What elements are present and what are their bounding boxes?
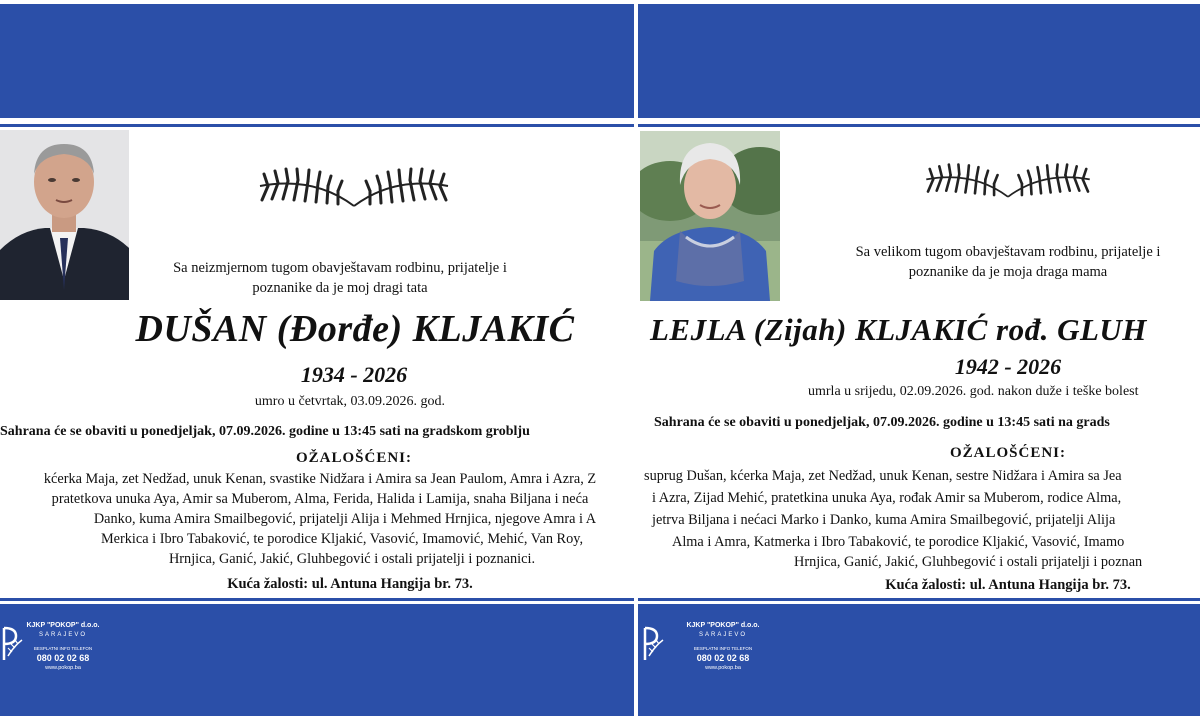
obituary-card-right	[638, 0, 1200, 720]
mourners-line: Merkica i Ibro Tabaković, te porodice Kljakić, Vasović, Imamović, Mehić, Van Roy,	[100, 531, 584, 547]
logo-free-line: BESPLATNI INFO TELEFON	[693, 646, 753, 651]
life-years: 1934 - 2026	[300, 362, 408, 387]
intro-line-1: Sa velikom tugom obavještavam rodbinu, prijatelje i	[855, 244, 1161, 260]
intro-line-2: poznanike da je moj dragi tata	[252, 280, 428, 296]
logo-phone: 080 02 02 68	[36, 653, 90, 663]
palm-branches-icon	[254, 166, 454, 212]
mourners-line: Hrnjica, Ganić, Jakić, Gluhbegović i ostali prijatelji i poznan	[794, 554, 1143, 570]
life-years: 1942 - 2026	[954, 354, 1062, 379]
logo-company: KJKP "POKOP" d.o.o.	[686, 622, 760, 629]
deceased-name: LEJLA (Zijah) KLJAKIĆ rođ. GLUH	[650, 312, 1147, 347]
top-rule	[638, 124, 1200, 127]
mourners-line: Danko, kuma Amira Smailbegović, prijatelji Alija i Mehmed Hrnjica, njegove Amra i A	[93, 511, 597, 527]
pokop-logo	[638, 622, 778, 674]
mourners-line: pratetkova unuka Aya, Amir sa Muberom, Alma, Ferida, Halida i Lamija, snaha Biljana i neća	[51, 491, 589, 507]
logo-company: KJKP "POKOP" d.o.o.	[26, 622, 100, 629]
deceased-name: DUŠAN (Đorđe) KLJAKIĆ	[135, 308, 575, 350]
mourners-line: jetrva Biljana i nećaci Marko i Danko, kuma Amira Smailbegović, prijatelji Alija	[652, 512, 1116, 528]
mourners-heading: OŽALOŠĆENI:	[949, 445, 1067, 461]
burial-info: Sahrana će se obaviti u ponedjeljak, 07.09.2026. godine u 13:45 sati na gradskom groblju	[0, 424, 530, 439]
death-date-line: umrla u srijedu, 02.09.2026. god. nakon duže i teške bolest	[808, 384, 1139, 399]
logo-free-line: BESPLATNI INFO TELEFON	[33, 646, 93, 651]
portrait-photo-man	[0, 130, 129, 300]
bottom-rule	[638, 598, 1200, 601]
mourners-line: Hrnjica, Ganić, Jakić, Gluhbegović i ostali prijatelji i poznanici.	[168, 551, 536, 567]
top-band	[638, 4, 1200, 118]
mourners-heading: OŽALOŠĆENI:	[295, 450, 413, 466]
palm-branches-icon	[920, 162, 1096, 202]
logo-website: www.pokop.ba	[705, 665, 741, 671]
logo-phone: 080 02 02 68	[696, 653, 750, 663]
mourners-line: suprug Dušan, kćerka Maja, zet Nedžad, unuk Kenan, sestre Nidžara i Amira sa Jea	[644, 468, 1122, 484]
mourners-line: Alma i Amra, Katmerka i Ibro Tabaković, te porodice Kljakić, Vasović, Imamo	[672, 534, 1125, 550]
bottom-rule	[0, 598, 634, 601]
portrait-photo-woman	[640, 131, 780, 301]
top-band	[0, 4, 634, 118]
burial-info: Sahrana će se obaviti u ponedjeljak, 07.09.2026. godine u 13:45 sati na grads	[654, 415, 1110, 430]
intro-line-2: poznanike da je moja draga mama	[908, 264, 1108, 280]
pokop-emblem-icon	[638, 626, 668, 662]
logo-website: www.pokop.ba	[45, 665, 81, 671]
logo-city: SARAJEVO	[38, 632, 87, 638]
mourners-line: i Azra, Zijad Mehić, pratetkina unuka Aya, rođak Amir sa Muberom, rodice Alma,	[652, 490, 1122, 506]
intro-line-1: Sa neizmjernom tugom obavještavam rodbinu, prijatelje i	[173, 260, 507, 276]
pokop-logo	[0, 622, 120, 674]
mourning-house-address: Kuća žalosti: ul. Antuna Hangija br. 73.	[227, 576, 473, 592]
top-rule	[0, 124, 634, 127]
mourners-line: kćerka Maja, zet Nedžad, unuk Kenan, svastike Nidžara i Amira sa Jean Paulom, Amra i Azra, Z	[43, 471, 597, 487]
death-date-line: umro u četvrtak, 03.09.2026. god.	[254, 394, 446, 409]
mourning-house-address: Kuća žalosti: ul. Antuna Hangija br. 73.	[885, 577, 1131, 593]
logo-city: SARAJEVO	[698, 632, 747, 638]
